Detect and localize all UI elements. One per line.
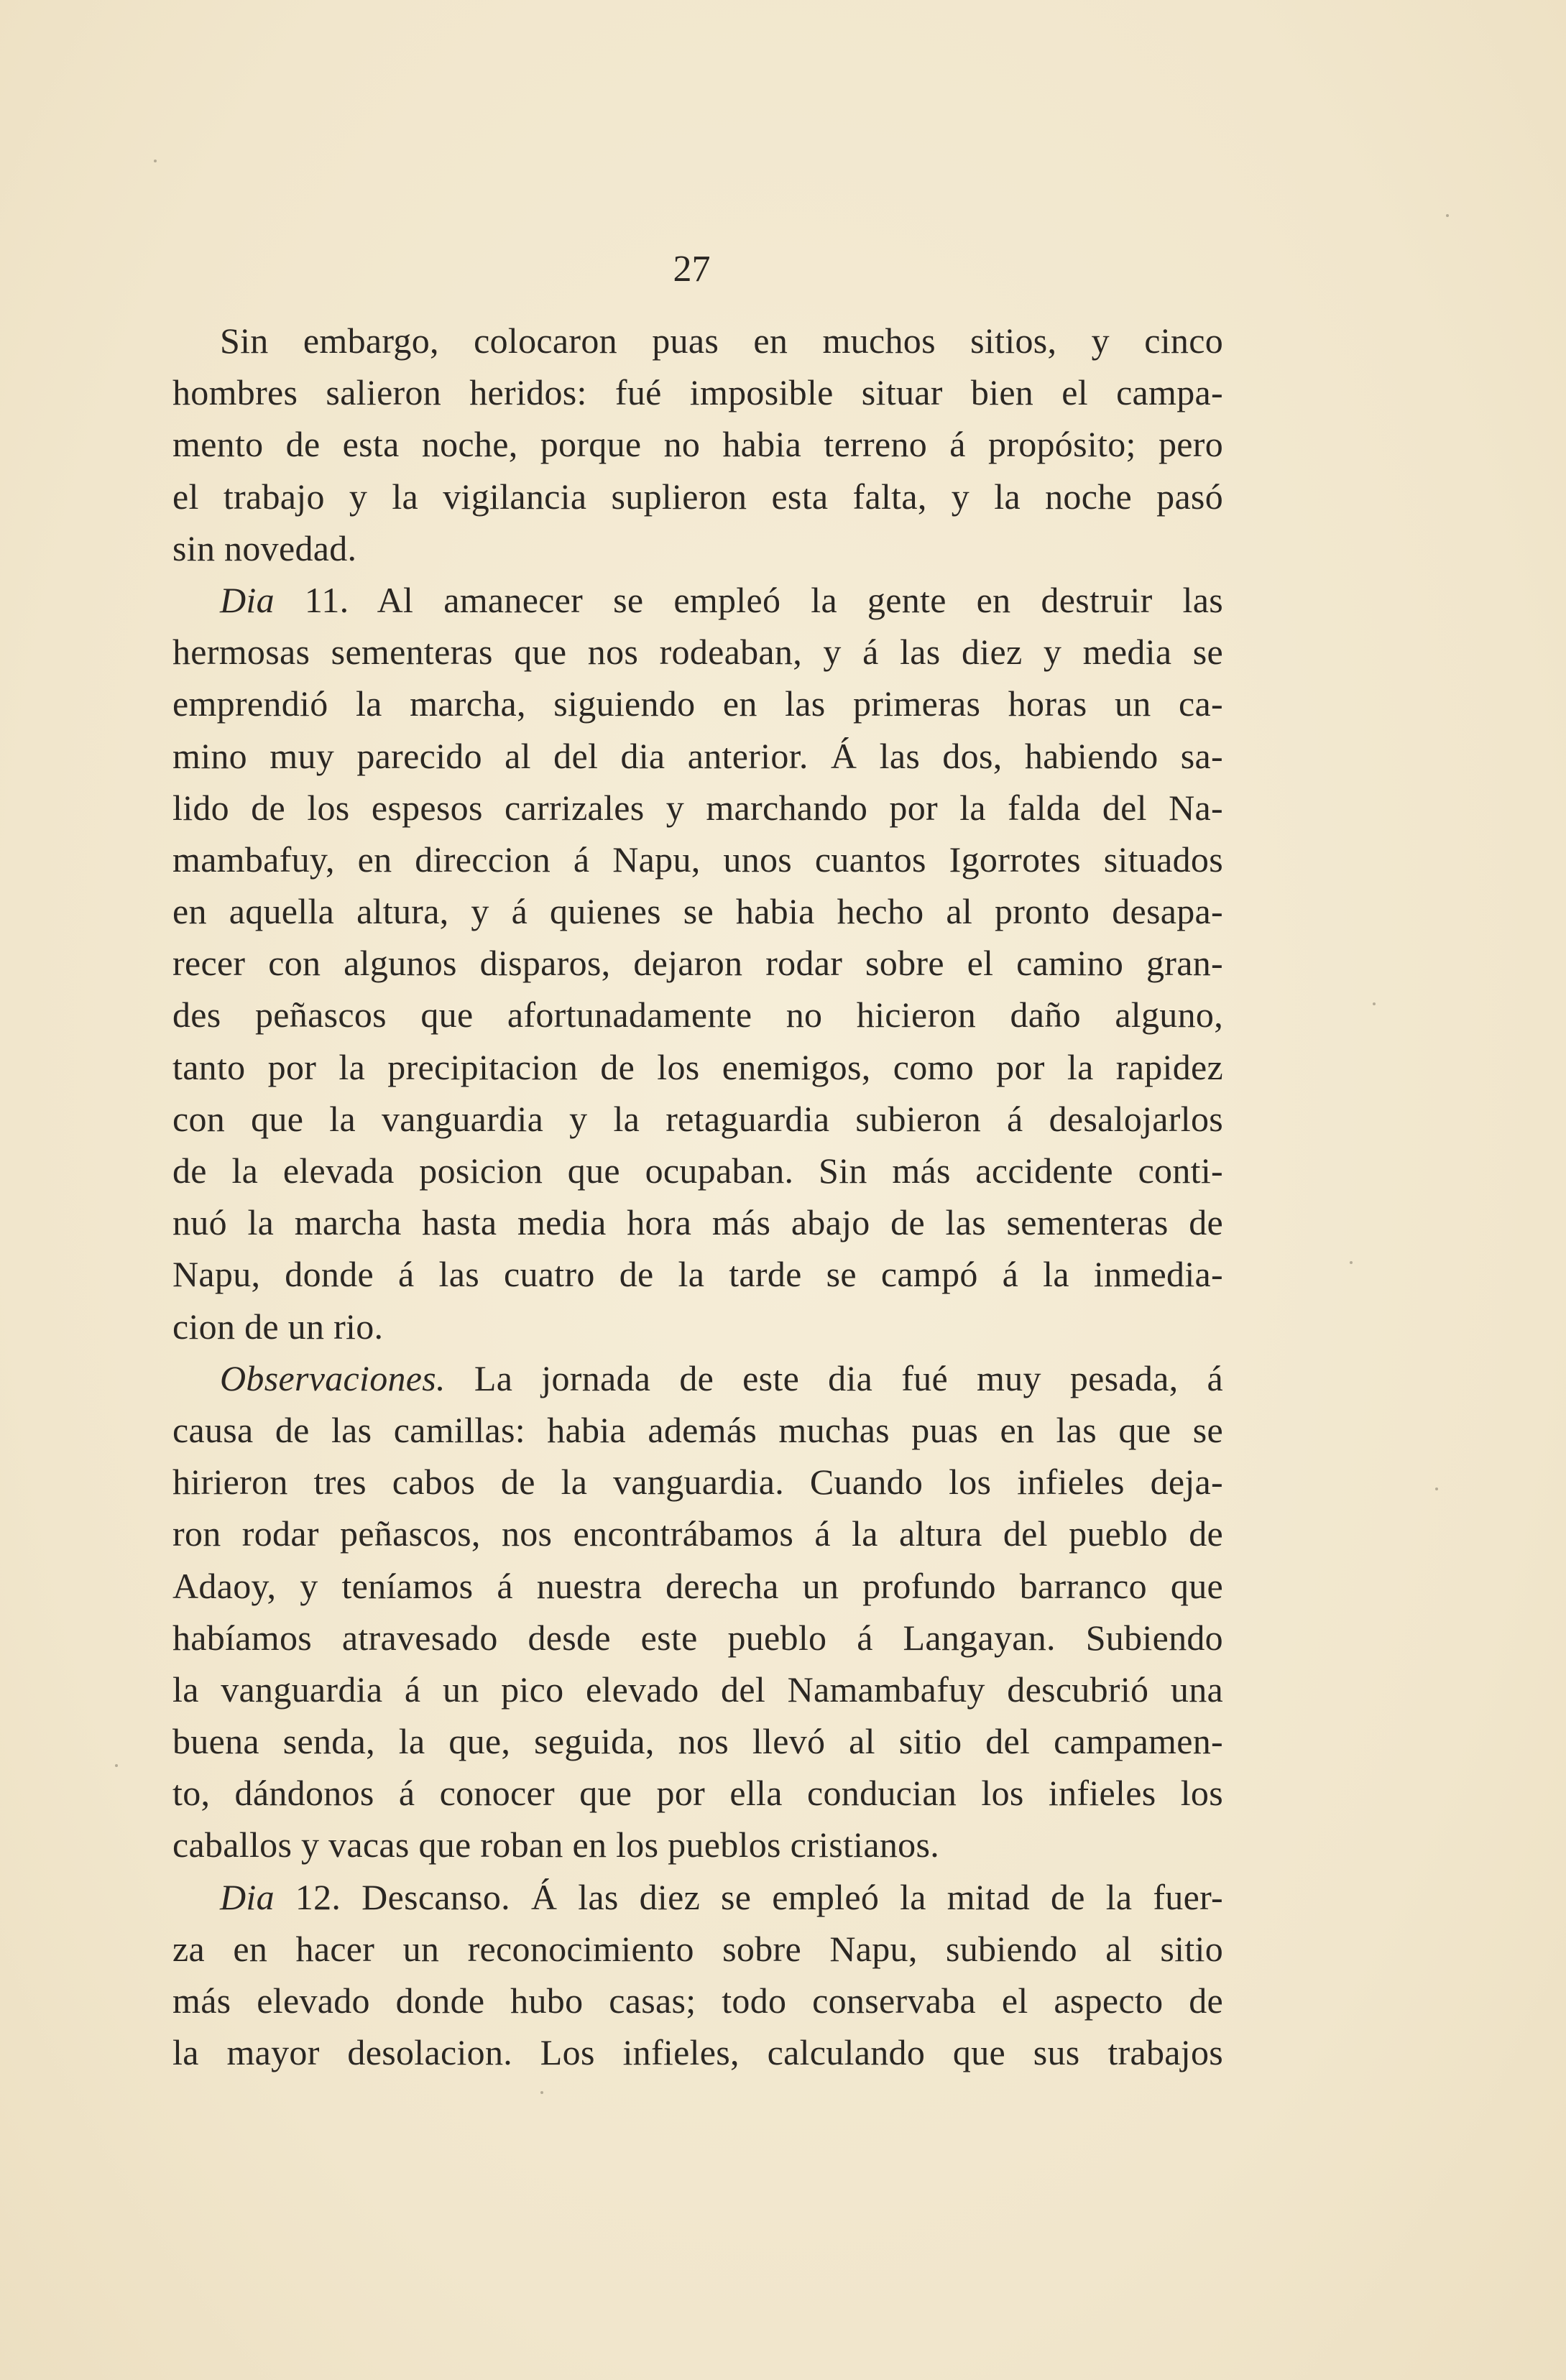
line-text: ron rodar peñascos, nos encontrábamos á la altura del pueblo de: [172, 1513, 1223, 1554]
line-text: La jornada de este dia fué muy pesada, á: [445, 1357, 1223, 1398]
line-text: habíamos atravesado desde este pueblo á Langayan. Subiendo: [172, 1617, 1223, 1658]
text-line: [172, 937, 1223, 989]
paper-speck: [1435, 1488, 1438, 1490]
line-text: hirieron tres cabos de la vanguardia. Cuando los infieles deja-: [172, 1462, 1223, 1503]
text-line: [172, 989, 1223, 1041]
text-line: [172, 1560, 1223, 1612]
text-line: [172, 522, 1223, 574]
line-text: to, dándonos á conocer que por ella conducian los infieles los: [172, 1773, 1223, 1814]
line-text: nuó la marcha hasta media hora más abajo de las sementeras de: [172, 1202, 1223, 1243]
line-text: hermosas sementeras que nos rodeaban, y á las diez y media se: [172, 632, 1223, 673]
text-line: [172, 1975, 1223, 2026]
text-line: [172, 885, 1223, 937]
text-line: [172, 1301, 1223, 1352]
line-text: recer con algunos disparos, dejaron rodar sobre el camino gran-: [172, 943, 1223, 984]
text-line: [172, 366, 1223, 418]
paper-speck: [115, 1764, 118, 1767]
italic-lead: Dia: [220, 579, 275, 620]
body-text: [172, 315, 1223, 2078]
text-line: [172, 1404, 1223, 1456]
line-text: con que la vanguardia y la retaguardia subieron á desalojarlos: [172, 1098, 1223, 1139]
line-text: causa de las camillas: habia además muchas puas en las que se: [172, 1409, 1223, 1450]
italic-lead: Observaciones.: [220, 1357, 446, 1398]
line-text: 12. Descanso. Á las diez se empleó la mitad de la fuer-: [274, 1876, 1223, 1917]
text-line: [172, 1871, 1223, 1923]
text-line: [172, 1612, 1223, 1664]
line-text: des peñascos que afortunadamente no hicieron daño alguno,: [172, 995, 1223, 1036]
line-text: caballos y vacas que roban en los pueblos cristianos.: [172, 1825, 939, 1865]
paper-speck: [1446, 214, 1449, 217]
paper-speck: [154, 160, 157, 162]
text-line: [172, 574, 1223, 626]
line-text: za en hacer un reconocimiento sobre Napu, subiendo al sitio: [172, 1928, 1223, 1969]
text-line: [172, 1715, 1223, 1767]
text-line: [172, 1664, 1223, 1715]
line-text: lido de los espesos carrizales y marchando por la falda del Na-: [172, 787, 1223, 828]
line-text: Napu, donde á las cuatro de la tarde se campó á la inmedia-: [172, 1254, 1223, 1295]
text-line: [172, 782, 1223, 834]
line-text: más elevado donde hubo casas; todo conservaba el aspecto de: [172, 1980, 1223, 2021]
text-line: [172, 1923, 1223, 1975]
text-line: [172, 2026, 1223, 2078]
text-line: [172, 678, 1223, 729]
line-text: la vanguardia á un pico elevado del Namambafuy descubrió una: [172, 1669, 1223, 1710]
text-line: [172, 834, 1223, 885]
line-text: mino muy parecido al del dia anterior. Á las dos, habiendo sa-: [172, 735, 1223, 776]
text-line: [172, 1041, 1223, 1093]
page-number: 27: [673, 249, 711, 290]
line-text: Adaoy, y teníamos á nuestra derecha un profundo barranco que: [172, 1565, 1223, 1606]
paper-speck: [1373, 1002, 1376, 1005]
line-text: cion de un rio.: [172, 1306, 384, 1347]
text-line: [172, 315, 1223, 366]
text-line: [172, 1145, 1223, 1196]
text-line: [172, 1767, 1223, 1819]
line-text: mento de esta noche, porque no habia terreno á propósito; pero: [172, 424, 1223, 465]
text-line: [172, 1819, 1223, 1871]
text-line: [172, 1196, 1223, 1248]
line-text: tanto por la precipitacion de los enemigos, como por la rapidez: [172, 1046, 1223, 1087]
text-line: [172, 626, 1223, 678]
paper-speck: [540, 2091, 543, 2094]
text-line: [172, 418, 1223, 470]
line-text: sin novedad.: [172, 527, 357, 568]
text-line: [172, 471, 1223, 522]
italic-lead: Dia: [220, 1876, 275, 1917]
line-text: Sin embargo, colocaron puas en muchos sitios, y cinco: [220, 320, 1223, 361]
text-line: [172, 1508, 1223, 1559]
line-text: la mayor desolacion. Los infieles, calculando que sus trabajos: [172, 2032, 1223, 2073]
line-text: el trabajo y la vigilancia suplieron esta falta, y la noche pasó: [172, 476, 1223, 517]
text-line: [172, 1248, 1223, 1300]
line-text: de la elevada posicion que ocupaban. Sin más accidente conti-: [172, 1150, 1223, 1191]
text-line: [172, 1352, 1223, 1404]
text-line: [172, 1456, 1223, 1508]
line-text: 11. Al amanecer se empleó la gente en destruir las: [274, 579, 1223, 620]
paper-speck: [1350, 1261, 1353, 1264]
line-text: mambafuy, en direccion á Napu, unos cuantos Igorrotes situados: [172, 839, 1223, 880]
line-text: emprendió la marcha, siguiendo en las primeras horas un ca-: [172, 683, 1223, 724]
text-line: [172, 730, 1223, 782]
line-text: en aquella altura, y á quienes se habia hecho al pronto desapa-: [172, 891, 1223, 932]
line-text: hombres salieron heridos: fué imposible situar bien el campa-: [172, 372, 1223, 413]
text-line: [172, 1093, 1223, 1145]
line-text: buena senda, la que, seguida, nos llevó al sitio del campamen-: [172, 1721, 1223, 1762]
